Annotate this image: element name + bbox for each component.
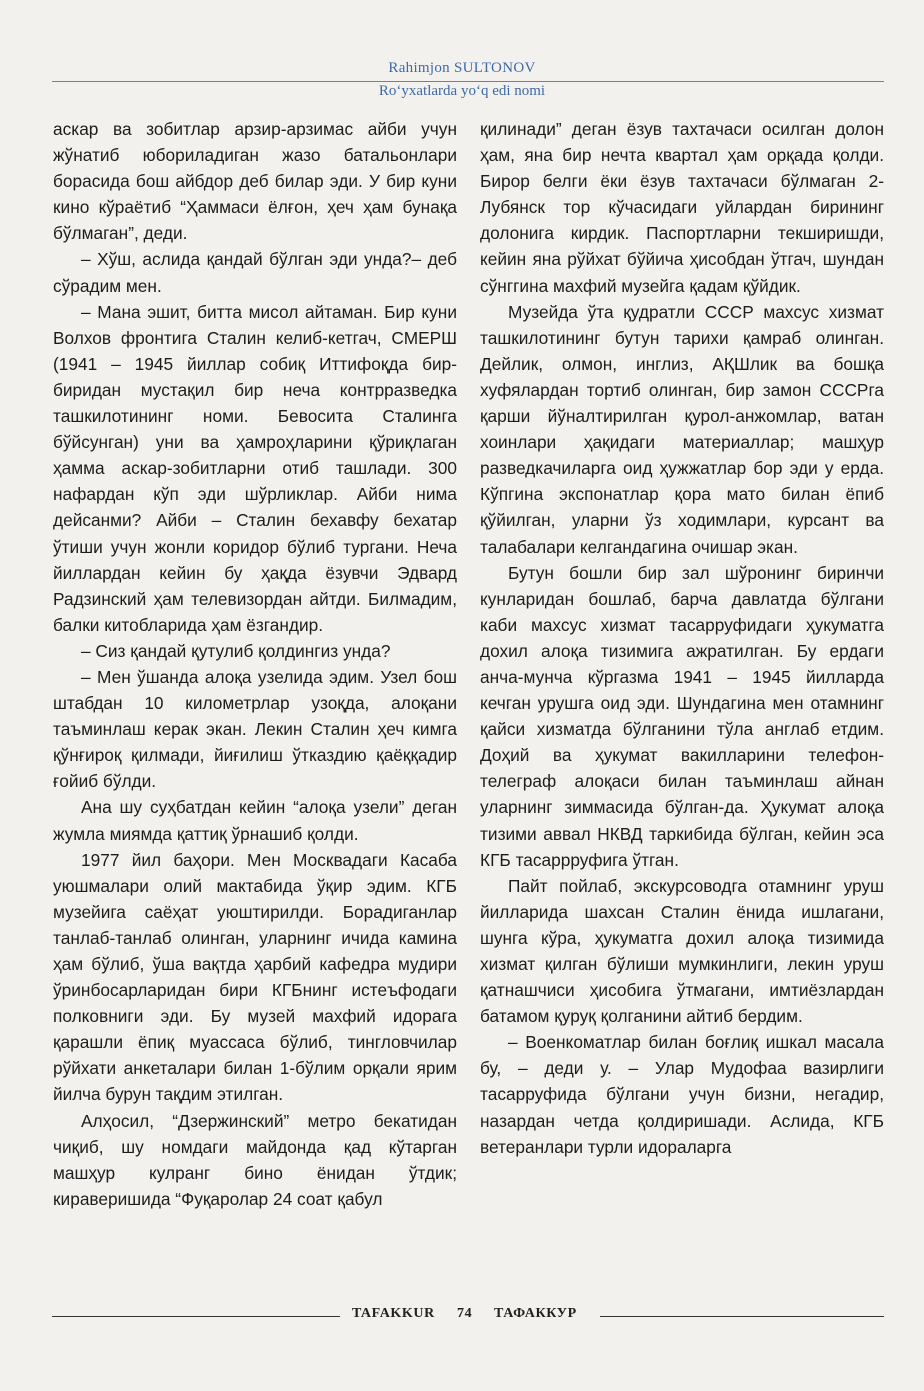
- author-name: Rahimjon SULTONOV: [388, 60, 536, 76]
- paragraph: 1977 йил баҳори. Мен Москвадаги Касаба уюшмалари олий мактабида ўқир эдим. КГБ музейига саёҳат уюштирилди. Борадиганлар танлаб-танлаб олинган, уларнинг ичида камина ҳам бўлиб, ўша вақтда ҳарбий кафедра мудири ўринбосарларидан бири КГБнинг истеъфодаги полковниги эди. Бу музей махфий идорага қарашли ёпиқ муассаса бўлиб, тингловчилар рўйхати анкеталари билан 1-бўлим орқали ярим йилча бурун тақдим этилган.: [53, 849, 457, 1105]
- footer-rule-right: [600, 1316, 884, 1317]
- magazine-name-latin: TAFAKKUR: [352, 1306, 435, 1321]
- paragraph: қилинади” деган ёзув тахтачаси осилган долон ҳам, яна бир нечта квартал ҳам орқада қолди. Бирор белги ёки ёзув тахтачаси бўлмаган 2-Лубянск тор кўчасидаги уйлардан бирининг долонига кирдик. Паспортларни текширишди, кейин яна рўйхат бўйича ҳисобдан ўтгач, шундан сўнггина махфий музейга қадам қўйдик.: [480, 119, 884, 296]
- paragraph: аскар ва зобитлар арзир-арзимас айби учун жўнатиб юбориладиган жазо батальонлари борасида бош айбдор деб билар эди. У бир куни кино кўраётиб “Ҳаммаси ёлғон, ҳеч ҳам бунақа бўлмаган”, деди.: [53, 119, 457, 244]
- paragraph: Бутун бошли бир зал шўронинг биринчи кунларидан бошлаб, барча давлатда бўлгани каби махсус хизмат тасарруфидаги ҳукуматга дохил алоқа тизимига ажратилган. Бу ердаги анча-мунча кўргазма 1941 – 1945 йилларда кечган урушга оид эди. Шундагина мен отамнинг қайси хизматда бўлганини тўла англаб етдим. Доҳий ва ҳукумат вакилларини телефон-телеграф алоқаси билан таъминлаш айнан уларнинг зиммасида бўлган-да. Ҳукумат алоқа тизими аввал НКВД таркибида бўлган, кейин эса КГБ тасаррруфига ўтган.: [480, 562, 884, 870]
- article-title: Ro‘yxatlarda yo‘q edi nomi: [378, 83, 546, 99]
- header-rule: [52, 81, 884, 82]
- left-column: [53, 116, 457, 1212]
- paragraph: – Мен ўшанда алоқа узелида эдим. Узел бош штабдан 10 километрлар узоқда, алоқани таъминлаш керак экан. Лекин Сталин ҳеч кимга қўнғироқ қилмади, йиғилиш ўтказдию қаёққадир ғойиб бўлди.: [53, 666, 457, 792]
- paragraph: – Сиз қандай қутулиб қолдингиз унда?: [81, 640, 391, 661]
- magazine-name-cyrillic: ТАФАККУР: [494, 1306, 577, 1321]
- page-number: 74: [457, 1306, 473, 1321]
- paragraph: – Хўш, аслида қандай бўлган эди унда?– деб сўрадим мен.: [53, 249, 457, 296]
- right-column: [480, 116, 884, 1160]
- running-header: [0, 60, 924, 100]
- page-footer: [0, 1304, 924, 1328]
- paragraph: Ана шу суҳбатдан кейин “алоқа узели” деган жумла миямда қаттиқ ўрнашиб қолди.: [53, 797, 457, 844]
- paragraph: Пайт пойлаб, экскурсоводга отамнинг уруш йилларида шахсан Сталин ёнида ишлагани, шунга кўра, ҳукуматга дохил алоқа тизимида хизмат қилган бўлиши мумкинлиги, лекин уруш қатнашчиси ҳисобига ўтмагани, имтиёзлардан батамом қуруқ қолганини айтиб бердим.: [480, 875, 884, 1027]
- footer-rule-left: [52, 1316, 340, 1317]
- paragraph: – Военкоматлар билан боғлиқ ишкал масала бу, – деди у. – Улар Мудофаа вазирлиги тасарруфида бўлгани учун бизни, негадир, назардан четда қолдиришади. Аслида, КГБ ветеранлари турли идораларга: [480, 1032, 884, 1157]
- paragraph: Музейда ўта қудратли СССР махсус хизмат ташкилотининг бутун тарихи қамраб олинган. Дейлик, олмон, инглиз, АҚШлик ва бошқа хуфялардан тортиб олинган, бир замон СССРга қарши йўналтирилган қурол-анжомлар, ватан хоинлари ҳақидаги материаллар; машҳур разведкачиларга оид ҳужжатлар бор эди у ерда. Кўпгина экспонатлар қора мато билан ёпиб қўйилган, уларни ўз ходимлари, курсант ва талабалари келгандагина очишар экан.: [480, 301, 884, 557]
- paragraph: Алҳосил, “Дзержинский” метро бекатидан чиқиб, шу номдаги майдонда қад кўтарган машҳур кулранг бино ёнидан ўтдик; кираверишида “Фуқаролар 24 соат қабул: [53, 1110, 457, 1209]
- paragraph: – Мана эшит, битта мисол айтаман. Бир куни Волхов фронтига Сталин келиб-кетгач, СМЕРШ (1941 – 1945 йиллар собиқ Иттифоқда бир-биридан мустақил бир неча контрразведка ташкилотининг номи. Бевосита Сталинга бўйсунган) уни ва ҳамроҳларини қўриқлаган ҳамма аскар-зобитларни отиб ташлади. 300 нафардан кўп эди шўрликлар. Айби нима дейсанми? Айби – Сталин бехавфу бехатар ўтиши учун жонли коридор бўлиб тургани. Неча йиллардан кейин бу ҳақда ёзувчи Эдвард Радзинский ҳам телевизордан айтди. Билмадим, балки китобларида ҳам ёзгандир.: [53, 301, 457, 635]
